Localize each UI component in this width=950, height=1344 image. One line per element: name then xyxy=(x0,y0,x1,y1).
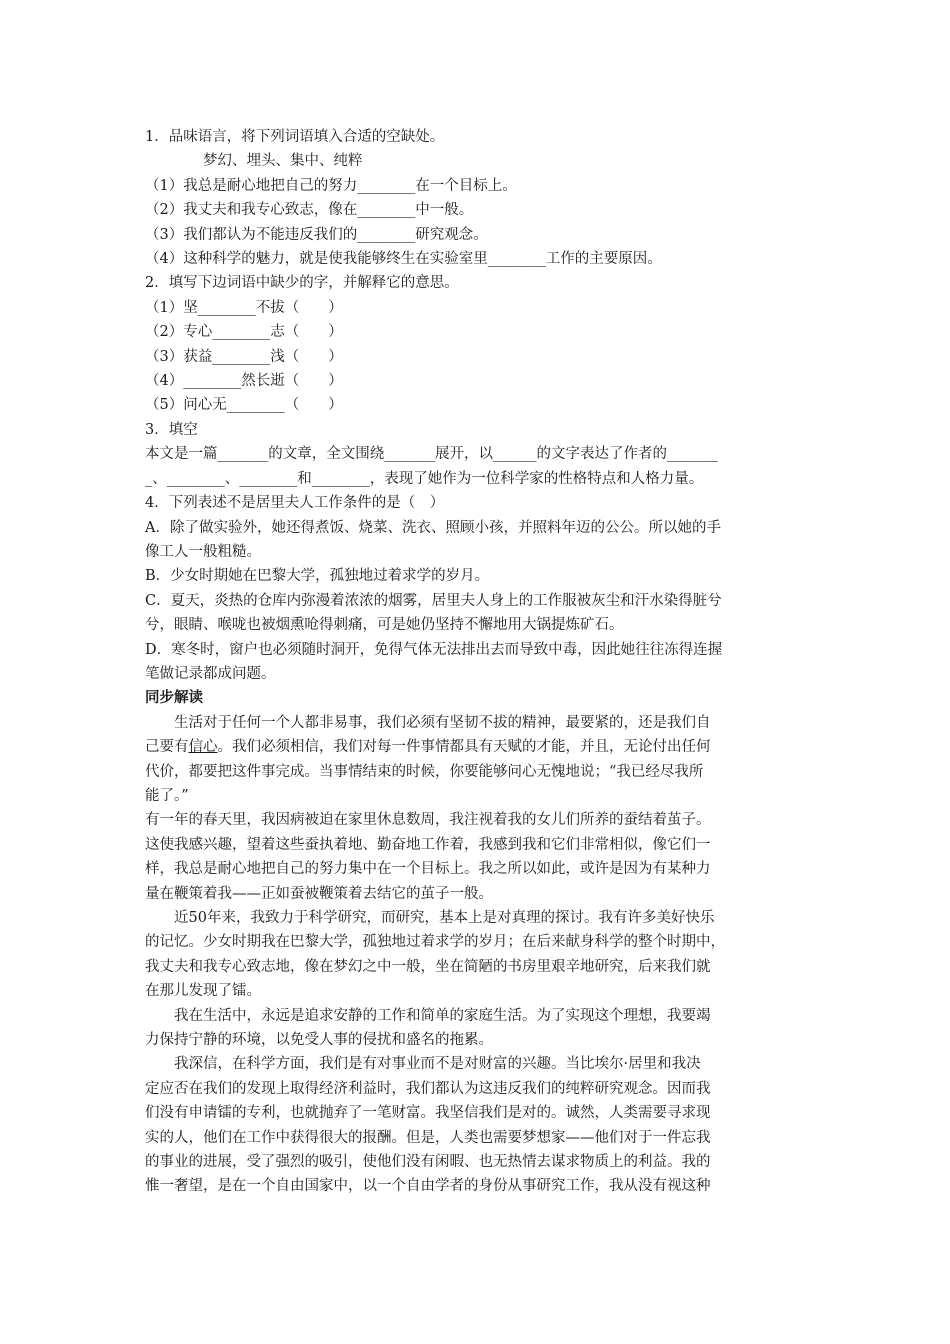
q4-option-d: D．寒冬时，窗户也必须随时洞开，免得气体无法排出去而导致中毒，因此她往往冻得连握 xyxy=(145,641,723,658)
paragraph-line: 量在鞭策着我——正如蚕被鞭策着去结它的茧子一般。 xyxy=(145,885,493,902)
q1-item: （3）我们都认为不能违反我们的________研究观念。 xyxy=(145,226,488,243)
paragraph-line: 我丈夫和我专心致志地，像在梦幻之中一般，坐在简陋的书房里艰辛地研究，后来我们就 xyxy=(145,958,711,975)
reading-paragraph-4 xyxy=(145,1004,813,1053)
paragraph-line: 有一年的春天里，我因病被迫在家里休息数周，我注视着我的女儿们所养的蚕结着茧子。 xyxy=(145,812,711,829)
q2-item: （3）获益________浅（ ） xyxy=(145,348,343,365)
paragraph-line: 我在生活中，永远是追求安静的工作和简单的家庭生活。为了实现这个理想，我要竭 xyxy=(174,1007,711,1024)
q2-item: （4）________然长逝（ ） xyxy=(145,373,343,390)
paragraph-line xyxy=(145,735,813,759)
paragraph-line: 这使我感兴趣，望着这些蚕执着地、勤奋地工作着，我感到我和它们非常相似，像它们一 xyxy=(145,836,711,853)
paragraph-line: 力保持宁静的环境，以免受人事的侵扰和盛名的拖累。 xyxy=(145,1032,493,1049)
paragraph-line: 在那儿发现了镭。 xyxy=(145,983,261,1000)
q3-text-line: _、________、________和________，表现了她作为一位科学家的性格特点和人格力量。 xyxy=(145,470,704,487)
q1-item: （1）我总是耐心地把自己的努力________在一个目标上。 xyxy=(145,177,517,194)
q1-item: （2）我丈夫和我专心致志，像在________中一般。 xyxy=(145,202,474,219)
paragraph-line: 我深信，在科学方面，我们是有对事业而不是对财富的兴趣。当比埃尔·居里和我决 xyxy=(174,1056,701,1073)
paragraph-line: 的事业的进展，受了强烈的吸引，使他们没有闲暇、也无热情去谋求物质上的利益。我的 xyxy=(145,1154,711,1171)
q2-item: （5）问心无________（ ） xyxy=(145,397,343,414)
paragraph-line: 实的人，他们在工作中获得很大的报酬。但是，人类也需要梦想家——他们对于一件忘我 xyxy=(145,1129,711,1146)
q1-word-bank: 梦幻、埋头、集中、纯粹 xyxy=(203,153,363,170)
q3-text-line: 本文是一篇_______的文章，全文围绕_______展开，以______的文字表达了作者的_______ xyxy=(145,446,718,463)
text-segment: 。我们必须相信，我们对每一件事情都具有天赋的才能，并且，无论付出任何 xyxy=(217,739,711,756)
paragraph-line: 定应否在我们的发现上取得经济利益时，我们都认为这违反我们的纯粹研究观念。因而我 xyxy=(145,1080,711,1097)
paragraph-line: 样，我总是耐心地把自己的努力集中在一个目标上。我之所以如此，或许是因为有某种力 xyxy=(145,861,711,878)
reading-paragraph-1 xyxy=(145,711,813,809)
reading-paragraph-5 xyxy=(145,1052,813,1198)
text-segment: 己要有 xyxy=(145,739,189,756)
q4-option-b: B．少女时期她在巴黎大学，孤独地过着求学的岁月。 xyxy=(145,568,490,585)
q2-item: （1）坚________不拔（ ） xyxy=(145,299,343,316)
paragraph-line: 的记忆。少女时期我在巴黎大学，孤独地过着求学的岁月；在后来献身科学的整个时期中， xyxy=(145,934,725,951)
q4-option-d: 笔做记录都成问题。 xyxy=(145,665,276,682)
q4-title: 4．下列表述不是居里夫人工作条件的是（ ） xyxy=(145,495,445,512)
q1-title: 1．品味语言，将下列词语填入合适的空缺处。 xyxy=(145,129,445,145)
paragraph-line: 代价，都要把这件事完成。当事情结束的时候，你要能够问心无愧地说；“我已经尽我所 xyxy=(145,763,704,780)
q4-option-c: 兮，眼睛、喉咙也被烟熏呛得刺痛，可是她仍坚持不懈地用大锅提炼矿石。 xyxy=(145,617,624,634)
paragraph-line: 生活对于任何一个人都非易事，我们必须有坚韧不拔的精神，最要紧的，还是我们自 xyxy=(174,714,711,731)
q2-title: 2．填写下边词语中缺少的字，并解释它的意思。 xyxy=(145,275,459,292)
paragraph-line: 能了。” xyxy=(145,787,189,804)
q4-option-c: C．夏天，炎热的仓库内弥漫着浓浓的烟雾，居里夫人身上的工作服被灰尘和汗水染得脏兮 xyxy=(145,592,722,609)
reading-heading: 同步解读 xyxy=(145,690,203,707)
q3-title: 3．填空 xyxy=(145,421,198,438)
q4-option-a: 像工人一般粗糙。 xyxy=(145,543,261,560)
paragraph-line: 惟一奢望，是在一个自由国家中，以一个自由学者的身份从事研究工作，我从没有视这种 xyxy=(145,1178,711,1195)
underlined-word: 信心 xyxy=(188,739,218,756)
q2-item: （2）专心________志（ ） xyxy=(145,324,343,341)
reading-paragraph-2 xyxy=(145,808,813,906)
document-content xyxy=(145,125,813,1199)
paragraph-line: 们没有申请镭的专利，也就抛弃了一笔财富。我坚信我们是对的。诚然，人类需要寻求现 xyxy=(145,1105,711,1122)
q4-option-a: A．除了做实验外，她还得煮饭、烧菜、洗衣、照顾小孩，并照料年迈的公公。所以她的手 xyxy=(145,519,721,536)
reading-paragraph-3 xyxy=(145,906,813,1004)
paragraph-line: 近50年来，我致力于科学研究，而研究，基本上是对真理的探讨。我有许多美好快乐 xyxy=(174,910,715,926)
q1-item: （4）这种科学的魅力，就是使我能够终生在实验室里________工作的主要原因。 xyxy=(145,251,662,268)
